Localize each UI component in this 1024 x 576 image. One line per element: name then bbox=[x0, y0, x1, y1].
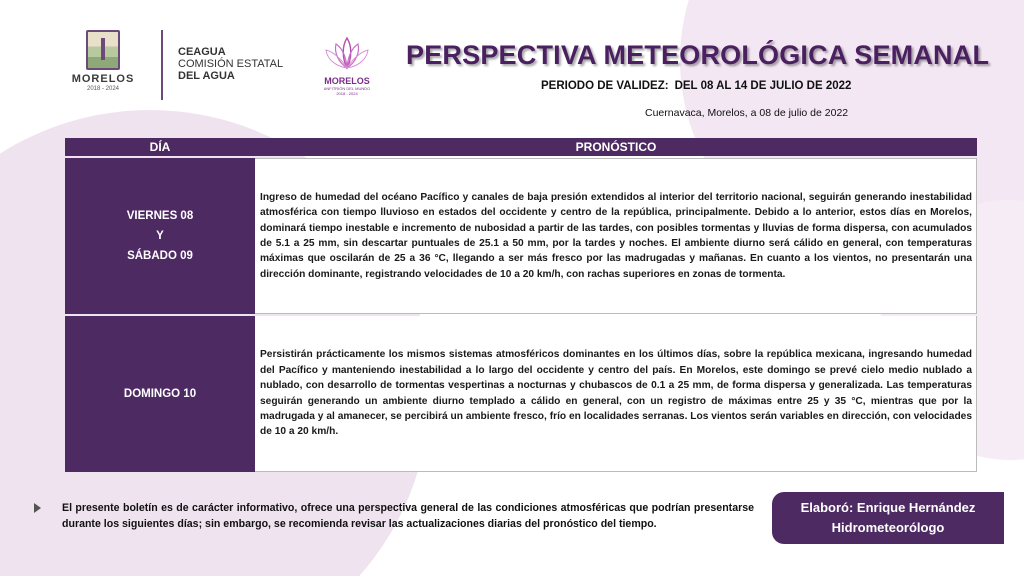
lotus-logo-subtitle: ANFITRIÓN DEL MUNDO bbox=[323, 86, 371, 91]
morelos-shield-icon bbox=[86, 30, 120, 70]
validity-value: DEL 08 AL 14 DE JULIO DE 2022 bbox=[674, 80, 852, 92]
day-line: SÁBADO 09 bbox=[127, 250, 193, 262]
header-divider bbox=[161, 30, 163, 100]
morelos-lotus-logo bbox=[312, 36, 382, 106]
state-logo-years: 2018 - 2024 bbox=[86, 86, 120, 92]
city-date: Cuernavaca, Morelos, a 08 de julio de 2022 bbox=[645, 107, 849, 119]
table-row-2-forecast bbox=[255, 316, 977, 472]
column-header-day: DÍA bbox=[65, 138, 255, 156]
validity-label: PERIODO DE VALIDEZ: bbox=[541, 80, 669, 92]
lotus-logo-title: MORELOS bbox=[324, 76, 370, 86]
table-row-2-day bbox=[65, 316, 255, 472]
day-line: VIERNES 08 bbox=[126, 210, 194, 222]
forecast-text: Persistirán prácticamente los mismos sistemas atmosféricos dominantes en los últimos días, sobre la república mexicana, ingresando humedad del Pacífico y manteniendo inestabilidad a lo largo del occidente y centro del país. En Morelos, este domingo se prevé cielo medio nublado a nublado, con desarrollo de tormentas vespertinas a nocturnas y chubascos de 0.1 a 25 mm, de forma dispersa y generalizada. Las temperaturas seguirán generando un ambiente diurno templado a cálido en general, con un registro de máximas entre 25 y 35 °C, mientras que por la madrugada y al amanecer, se percibirá un ambiente fresco, frío en localidades serranas. Los vientos serán variables en dirección, con velocidades de 10 a 20 km/h. bbox=[260, 349, 972, 438]
forecast-text: Ingreso de humedad del océano Pacífico y canales de baja presión extendidos al interior del territorio nacional, seguirán generando inestabilidad atmosférica con tiempo lluvioso en estados del occidente y centro de la república, principalmente. Debido a lo anterior, estos días en Morelos, dominará tiempo inestable e incremento de nubosidad a partir de las tardes, con posibles tormentas y lluvias de forma dispersa, con acumulados de 5.1 a 25 mm, sin descartar puntuales de 25.1 a 50 mm, por la tardes y noches. El ambiente diurno será cálido en general, con temperaturas máximas que oscilarán de 25 a 36 °C, llegando a ser más fresco por las madrugadas y mañanas. En cuanto a los vientos, no presentarán una dirección dominante, registrando velocidades de 10 a 20 km/h, con rachas superiores en zonas de tormenta. bbox=[260, 191, 972, 280]
lotus-flower-icon bbox=[324, 36, 370, 72]
table-row-1-day bbox=[65, 158, 255, 314]
author-box bbox=[772, 492, 1004, 544]
author-name: Elaboró: Enrique Hernández bbox=[800, 500, 976, 515]
agency-line-2: COMISIÓN ESTATAL bbox=[178, 58, 284, 70]
morelos-state-logo bbox=[58, 30, 148, 105]
page-title: PERSPECTIVA METEOROLÓGICA SEMANAL bbox=[406, 40, 990, 70]
disclaimer-text: El presente boletín es de carácter informativo, ofrece una perspectiva general de las condiciones atmosféricas que podrían presentarse durante los siguientes días; sin embargo, se recomienda revisar las actualizaciones diarias del pronóstico del tiempo. bbox=[62, 502, 754, 530]
day-line: Y bbox=[156, 230, 164, 242]
triangle-bullet-icon bbox=[34, 503, 41, 513]
agency-line-1: CEAGUA bbox=[178, 46, 226, 58]
author-role: Hidrometeorólogo bbox=[831, 520, 945, 535]
table-row-1-forecast bbox=[255, 158, 977, 314]
state-logo-word: MORELOS bbox=[71, 73, 135, 85]
agency-line-3: DEL AGUA bbox=[178, 70, 235, 82]
day-line: DOMINGO 10 bbox=[123, 388, 197, 400]
column-header-forecast: PRONÓSTICO bbox=[255, 138, 977, 156]
agency-name bbox=[178, 46, 283, 82]
validity-period bbox=[541, 80, 851, 92]
lotus-logo-years: 2018 - 2024 bbox=[336, 91, 358, 96]
